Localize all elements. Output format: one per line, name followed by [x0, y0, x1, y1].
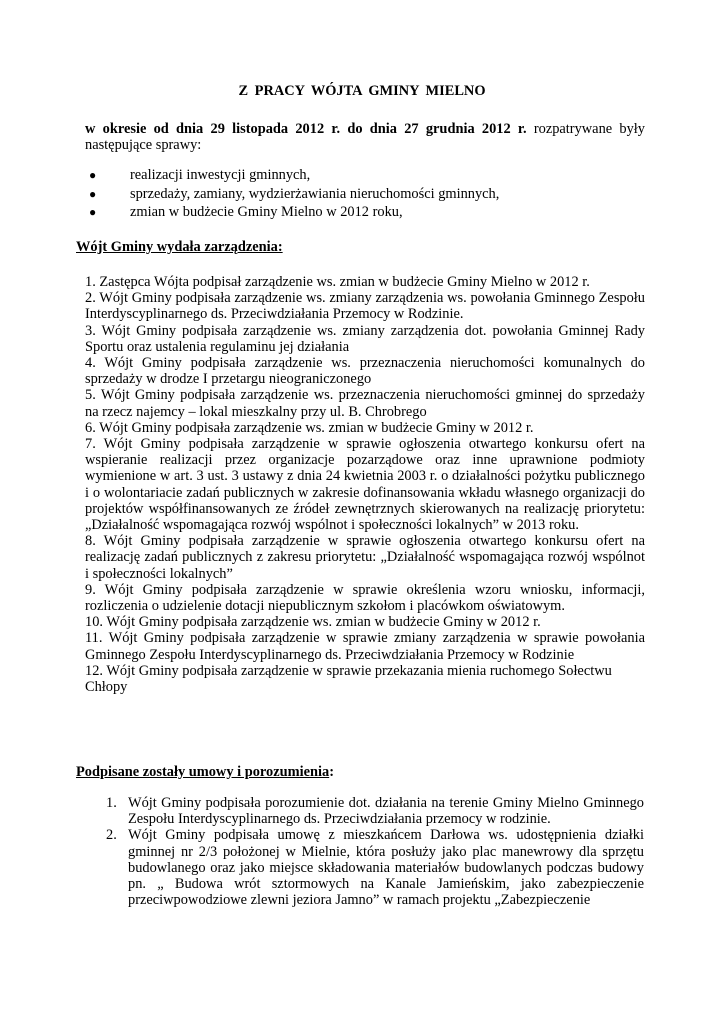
intro-paragraph [85, 121, 645, 153]
list-item [85, 166, 645, 185]
bullet-icon: ● [89, 186, 97, 201]
list-item: 12. Wójt Gminy podpisała zarządzenie w sprawie przekazania mienia ruchomego Sołectwu Chłopy [85, 662, 612, 696]
list-item: 9. Wójt Gminy podpisała zarządzenie w sprawie określenia wzoru wniosku, informacji, rozliczenia o udzielenie dotacji niepublicznym szkołom i placówkom oświatowym. [85, 581, 645, 615]
list-item-text: Wójt Gminy podpisała umowę z mieszkańcem Darłowa ws. udostępnienia działki gminnej nr 2/3 położonej w Mielnie, która posłuży jako plac manewrowy dla sprzętu budowlanego oraz jako miejsce składowania materiałów budowlanych podczas budowy pn. „ Budowa wrót sztormowych na Kanale Jamieńskim, jako zabezpieczenie przeciwpowodziowe zlewni jeziora Jamno” w ramach projektu „Zabezpieczenie [128, 827, 644, 909]
list-item-text: realizacji inwestycji gminnych, [130, 167, 311, 183]
list-item-text: zmian w budżecie Gminy Mielno w 2012 roku, [130, 204, 403, 221]
list-item-number: 1. [106, 795, 117, 811]
list-item-text: sprzedaży, zamiany, wydzierżawiania nieruchomości gminnych, [130, 185, 500, 202]
list-item-text: Wójt Gminy podpisała porozumienie dot. działania na terenie Gminy Mielno Gminnego Zespołu Interdyscyplinarnego ds. Przeciwdziałania przemocy w rodzinie. [128, 795, 644, 828]
intro-date-range: w okresie od dnia 29 listopada 2012 r. do dnia 27 grudnia 2012 r. [85, 121, 527, 137]
list-item: 10. Wójt Gminy podpisała zarządzenie ws. zmian w budżecie Gminy w 2012 r. [85, 614, 541, 631]
list-item: 4. Wójt Gminy podpisała zarządzenie ws. przeznaczenia nieruchomości komunalnych do sprzedaży w drodze I przetargu nieograniczonego [85, 355, 645, 388]
bullet-icon: ● [89, 205, 97, 220]
topics-list [85, 166, 645, 222]
section-heading-zarzadzenia: Wójt Gminy wydała zarządzenia: [76, 239, 283, 255]
list-item: 3. Wójt Gminy podpisała zarządzenie ws. zmiany zarządzenia dot. powołania Gminnej Rady Sportu oraz ustalenia regulaminu jej działania [85, 322, 645, 355]
zarzadzenia-list [85, 274, 645, 695]
list-item: 11. Wójt Gminy podpisała zarządzenie w sprawie zmiany zarządzenia w sprawie powołania Gminnego Zespołu Interdyscyplinarnego ds. Przeciwdziałania Przemocy w Rodzinie [85, 630, 645, 663]
list-item [106, 827, 644, 908]
list-item [106, 795, 644, 827]
list-item: 1. Zastępca Wójta podpisał zarządzenie ws. zmian w budżecie Gminy Mielno w 2012 r. [85, 274, 590, 290]
list-item [85, 185, 645, 204]
list-item: 8. Wójt Gminy podpisała zarządzenie w sprawie ogłoszenia otwartego konkursu ofert na realizację zadań publicznych z zakresu priorytetu: „Działalność wspomagająca rozwój wspólnot i społeczności lokalnych” [85, 533, 645, 582]
list-item: 2. Wójt Gminy podpisała zarządzenie ws. zmiany zarządzenia ws. powołania Gminnego Zespołu Interdyscyplinarnego ds. Przeciwdziałania Przemocy w Rodzinie. [85, 290, 645, 323]
section-heading-umowy-text: Podpisane zostały umowy i porozumienia [76, 764, 330, 780]
list-item: 5. Wójt Gminy podpisała zarządzenie ws. przeznaczenia nieruchomości gminnej do sprzedaży na rzecz najemcy – lokal mieszkalny przy ul. B. Chrobrego [85, 387, 645, 420]
document-title: Z PRACY WÓJTA GMINY MIELNO [238, 83, 486, 99]
section-heading-umowy [76, 764, 334, 780]
list-item-number: 2. [106, 827, 117, 844]
list-item: 6. Wójt Gminy podpisała zarządzenie ws. zmian w budżecie Gminy w 2012 r. [85, 419, 534, 436]
bullet-icon: ● [89, 168, 97, 182]
list-item: 7. Wójt Gminy podpisała zarządzenie w sprawie ogłoszenia otwartego konkursu ofert na wspieranie realizacji przez organizacje pozarządowe oraz inne uprawnione podmioty wymienione w art. 3 ust. 3 ustawy z dnia 24 kwietnia 2003 r. o działalności pożytku publicznego i o wolontariacie zadań publicznych w zakresie dofinansowania wkładu własnego organizacji do projektów współfinansowanych ze źródeł zewnętrznych skierowanych na realizację priorytetu: „Działalność wspomagająca rozwój wspólnot i społeczności lokalnych” w 2013 roku. [85, 436, 645, 534]
intro-rest: rozpatrywane były następujące sprawy: [85, 121, 645, 154]
list-item [85, 203, 645, 222]
umowy-list [106, 795, 644, 908]
section-heading-colon: : [329, 764, 334, 780]
